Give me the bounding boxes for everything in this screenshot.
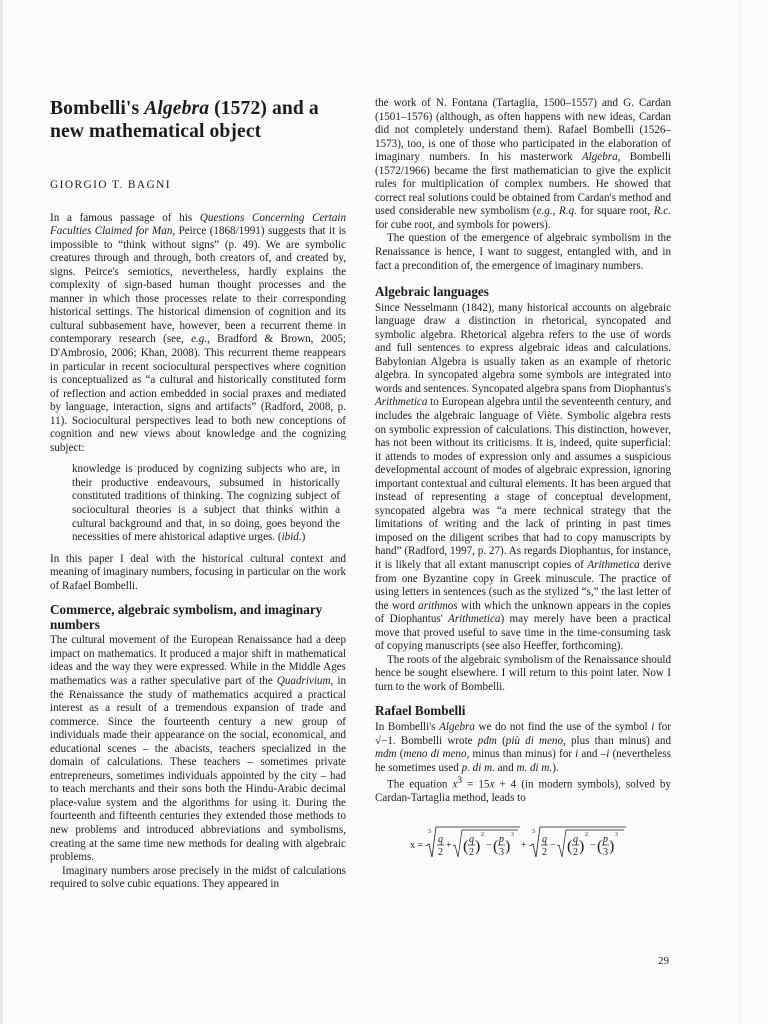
paren-close: ): [505, 837, 511, 855]
cube-root-index-2: 3: [532, 828, 535, 835]
page-number: 29: [658, 955, 669, 967]
fraction-q-numerator-1: q: [438, 833, 443, 845]
fraction-2-denominator-4: 2: [573, 846, 578, 858]
article-title: Bombelli's Algebra (1572) and a new mathematical object: [50, 98, 319, 142]
intro-paragraph: In a famous passage of his Questions Concerning Certain Faculties Claimed for Man, Peirce (1868/1991) suggests that it is impossible to “think without signs” (p. 49). We are symbolic creatures through and through, both creators of, and created by, signs. Peirce's semiotics, nevertheless, hardly explains the complexity of sign-based human thought processes and the manner in which those processes relate to their corresponding historical settings. The historical dimension of cognition and its cultural subbasement have, however, been a recurrent theme in contemporary research (see, e.g., Bradford & Brown, 2005; D'Ambrosio, 2006; Khan, 2008). This recurrent theme reappears in particular in recent sociocultural perspectives where cognition is conceptualized as “a cultural and historically constituted form of reflection and action embedded in social praxes and mediated by language, interaction, signs and artifacts” (Radford, 2008, p. 11). Sociocultural perspectives lead to both new conceptions of cognition and new views about knowledge and the cognizing subject:: [50, 211, 347, 454]
fraction-2-denominator-2: 2: [469, 846, 474, 858]
section-heading-commerce: Commerce, algebraic symbolism, and imaginary numbers: [50, 602, 323, 632]
section-heading-algebraic-languages: Algebraic languages: [375, 284, 489, 300]
fraction-q-numerator-3: q: [542, 833, 547, 845]
cardano-formula: [375, 824, 671, 866]
exponent-3-1: 3: [511, 831, 514, 838]
paren-close: ): [579, 837, 585, 855]
fraction-2-denominator-3: 2: [542, 846, 547, 858]
cardano-formula-svg: [408, 824, 638, 866]
paren-close: ): [609, 837, 615, 855]
minus-sign: −: [590, 839, 596, 851]
paren-open: (: [493, 837, 499, 855]
minus-sign: −: [486, 839, 492, 851]
paren-open: (: [463, 837, 469, 855]
page-left-edge: [0, 0, 3, 1024]
plus-sign-middle: +: [521, 839, 527, 851]
fraction-3-denominator-2: 3: [603, 846, 608, 858]
fraction-3-denominator-1: 3: [499, 846, 504, 858]
formula-lhs: x =: [410, 839, 424, 851]
plus-sign: +: [446, 839, 452, 851]
exponent-2-1: 2: [481, 831, 484, 838]
paren-open: (: [597, 837, 603, 855]
paren-close: ): [475, 837, 481, 855]
equation-intro-paragraph: The equation $x^3 = 15x + 4$ (in modern symbols), solved by Cardan-Tartaglia method, leads to: [375, 776, 671, 805]
right-column: [375, 97, 671, 866]
continuation-paragraph: the work of N. Fontana (Tartaglia, 1500–1557) and G. Cardan (1501–1576) (although, as often happens with new ideas, Cardan did not completely understand them). Rafael Bombelli (1526–1573), too, is one of those who participated in the elaboration of imaginary numbers. In his masterwork Algebra, Bombelli (1572/1966) became the first mathematician to give the explicit rules for multiplication of complex numbers. He showed that correct real solutions could be obtained from Cardan's method and used considerable new symbolism (e.g., R.q. for square root, R.c. for cube root, and symbols for powers).: [375, 97, 671, 231]
section-heading-bombelli: Rafael Bombelli: [375, 703, 466, 719]
commerce-paragraph: The cultural movement of the European Renaissance had a deep impact on mathematics. It produced a major shift in mathematical ideas and the way they were expressed. While in the Middle Ages mathematics was a rather speculative part of the Quadrivium, in the Renaissance the study of mathematics acquired a practical interest as a result of a tremendous expansion of trade and commerce. Since the fourteenth century a new group of individuals made their appearance on the social, economical, and educational scenes – the abacists, teachers specialized in the domain of calculations. These teachers – sometimes private entrepreneurs, sometimes individuals appointed by the city – had to teach merchants and their sons both the Hindu-Arabic decimal place-value system and the algorithms for using it. During the fourteenth and fifteenth centuries they extended those methods to new problems and introduced abbreviations and symbolisms, creating at the same time new methods for dealing with algebraic problems.: [50, 634, 346, 864]
fraction-p-numerator-1: p: [499, 833, 504, 845]
intro-paragraph-2: In this paper I deal with the historical cultural context and meaning of imaginary numbers, focusing in particular on the work of Rafael Bombelli.: [50, 552, 346, 592]
minus-sign: −: [550, 839, 556, 851]
cube-root-index-1: 3: [428, 828, 431, 835]
author-name: GIORGIO T. BAGNI: [50, 179, 172, 191]
paren-open: (: [567, 837, 573, 855]
exponent-3-2: 3: [615, 831, 618, 838]
fraction-q-numerator-4: q: [573, 833, 578, 845]
left-column: [50, 97, 346, 892]
fraction-p-numerator-2: p: [603, 833, 608, 845]
exponent-2-2: 2: [585, 831, 588, 838]
continuation-paragraph-2: The question of the emergence of algebraic symbolism in the Renaissance is hence, I want to suggest, entangled with, and in fact a precondition of, the emergence of imaginary numbers.: [375, 232, 671, 272]
block-quote: knowledge is produced by cognizing subjects who are, in their productive endeavours, subsumed in historically constituted traditions of thinking. The cognizing subject of sociocultural theories is a subject that thinks within a cultural background and that, in so doing, goes beyond the necessities of mere ahistorical adaptive urges. (ibid.): [72, 463, 340, 544]
bombelli-paragraph: In Bombelli's Algebra we do not find the use of the symbol i for √−1. Bombelli wrote pdm (più di meno, plus than minus) and mdm (meno di meno, minus than minus) for i and –i (nevertheless he sometimes used p. di m. and m. di m.).: [375, 720, 671, 774]
algebraic-languages-paragraph-2: The roots of the algebraic symbolism of the Renaissance should hence be sought elsewhere. I will return to this point later. Now I turn to the work of Bombelli.: [375, 653, 671, 693]
page-fold-line: [739, 0, 740, 1024]
algebraic-languages-paragraph: Since Nesselmann (1842), many historical accounts on algebraic language draw a distinction in rhetorical, syncopated and symbolic algebra. Rhetorical algebra refers to the use of words and full sentences to express algebraic ideas and calculations. Babylonian Algebra is usually taken as an example of rhetoric algebra. In syncopated algebra some symbols are integrated into words and sentences. Syncopated algebra spans from Diophantus's Arithmetica to European algebra until the seventeenth century, and includes the algebraic language of Viète. Symbolic algebra rests on symbolic expression of calculations. This distinction, however, has not been without its criticisms. It is, indeed, quite superficial: it attends to modes of expression only and assumes a suspicious developmental account of modes of algebraic expression, ignoring important contextual and cultural elements. It has been argued that instead of representing a stage of conceptual development, syncopated algebra was “a mere technical strategy that the limitations of writing and the lack of printing in past times imposed on the diligent scribes that had to copy manuscripts by hand” (Radford, 1997, p. 27). As regards Diophantus, for instance, it is likely that all extant manuscript copies of Arithmetica derive from one Byzantine copy in Greek minuscule. The practice of using letters in sentences (such as the stylized “s,” the last letter of the word arithmos with which the unknown appears in the copies of Diophantus' Arithmetica) may merely have been a practical move that proved useful to save time in the time-consuming task of copying manuscripts (see also Heeffer, forthcoming).: [375, 301, 671, 653]
fraction-q-numerator-2: q: [469, 833, 474, 845]
commerce-paragraph-2: Imaginary numbers arose precisely in the midst of calculations required to solve cubic equations. They appeared in: [50, 864, 346, 891]
fraction-2-denominator-1: 2: [438, 846, 443, 858]
